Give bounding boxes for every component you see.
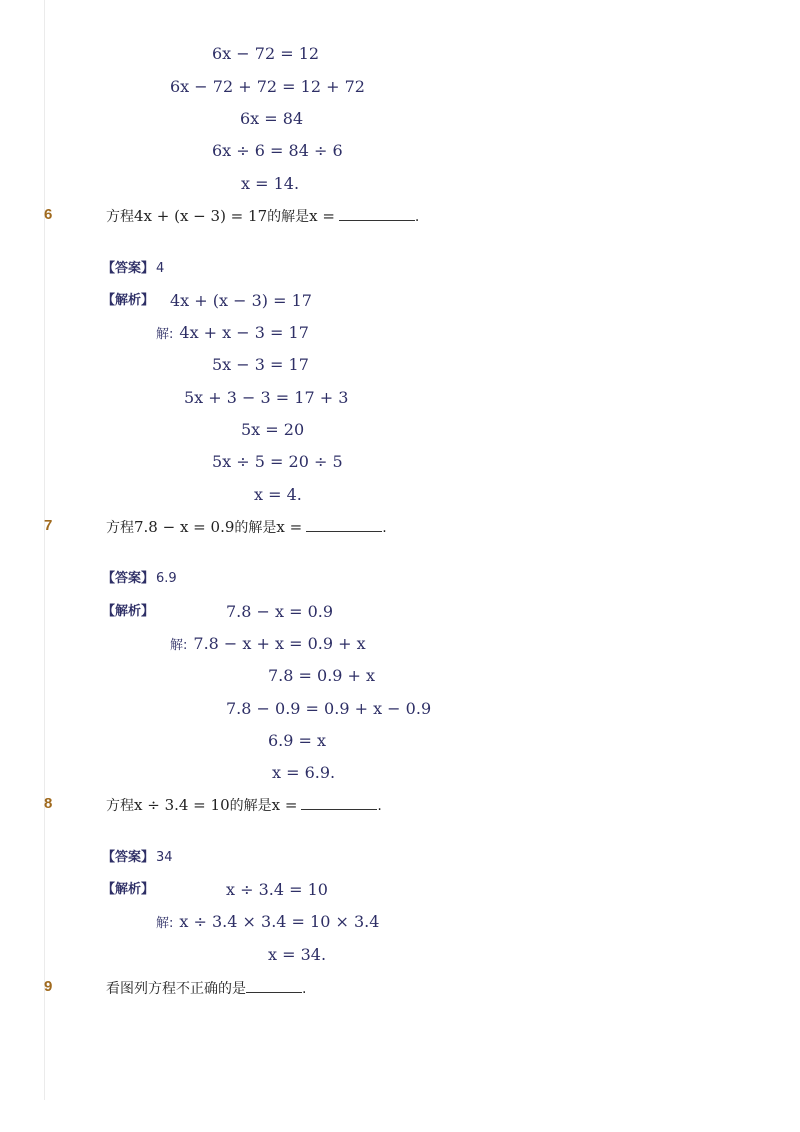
question-text xyxy=(106,517,387,538)
solution-step xyxy=(170,634,366,656)
question-suffix: 的解是 xyxy=(267,209,310,225)
prev-step-1: 6x − 72 = 12 xyxy=(212,44,320,63)
answer-label: 【答案】 xyxy=(102,850,155,865)
question-number: 8 xyxy=(44,795,53,812)
analysis-label: 【解析】 xyxy=(102,604,155,619)
question-var: x = xyxy=(309,207,335,225)
answer-blank xyxy=(301,795,377,810)
solution-step: 4x + (x − 3) = 17 xyxy=(170,291,312,310)
answer-label: 【答案】 xyxy=(102,261,155,276)
question-equation: 7.8 − x = 0.9 xyxy=(134,518,235,536)
answer-value: 6.9 xyxy=(156,571,177,586)
solution-step xyxy=(156,323,309,345)
jie-label: 解: xyxy=(170,638,188,653)
solution-step: 7.8 = 0.9 + x xyxy=(268,666,376,685)
question-prefix: 方程 xyxy=(106,520,134,536)
question-equation: x ÷ 3.4 = 10 xyxy=(134,796,230,814)
question-text xyxy=(106,206,419,227)
question-suffix: 的解是 xyxy=(229,798,272,814)
question-equation: 4x + (x − 3) = 17 xyxy=(134,207,268,225)
answer-value: 34 xyxy=(156,850,173,865)
solution-step: x = 6.9. xyxy=(272,763,336,782)
question-number: 6 xyxy=(44,206,53,223)
prev-step-3: 6x = 84 xyxy=(240,109,304,128)
answer-value: 4 xyxy=(156,261,165,276)
question-number: 9 xyxy=(44,978,53,995)
question-prefix: 方程 xyxy=(106,209,134,225)
answer-blank xyxy=(339,206,415,221)
question-end: . xyxy=(377,798,382,814)
prev-step-4: 6x ÷ 6 = 84 ÷ 6 xyxy=(212,141,343,160)
question-number: 7 xyxy=(44,517,53,534)
question-end: . xyxy=(414,209,420,225)
solution-step-text: x ÷ 3.4 × 3.4 = 10 × 3.4 xyxy=(179,912,380,931)
question-text xyxy=(106,978,306,999)
prev-step-5: x = 14. xyxy=(241,174,300,193)
solution-step: 6.9 = x xyxy=(268,731,327,750)
question-var: x = xyxy=(276,518,303,536)
question-end: . xyxy=(382,520,387,536)
solution-step: 5x = 20 xyxy=(241,420,305,439)
jie-label: 解: xyxy=(156,327,174,342)
question-end: . xyxy=(302,981,307,997)
question-var: x = xyxy=(271,796,298,814)
solution-step: 7.8 − 0.9 = 0.9 + x − 0.9 xyxy=(226,699,432,718)
question-prefix: 看图列方程不正确的是 xyxy=(106,981,246,997)
solution-step: x = 4. xyxy=(254,485,302,504)
answer-blank xyxy=(246,978,302,993)
question-prefix: 方程 xyxy=(106,798,134,814)
analysis-label: 【解析】 xyxy=(102,882,155,897)
solution-step-text: 4x + x − 3 = 17 xyxy=(179,323,309,342)
question-text xyxy=(106,795,382,816)
solution-step: 5x − 3 = 17 xyxy=(212,355,309,374)
left-margin-rule xyxy=(44,0,45,1100)
solution-step-text: 7.8 − x + x = 0.9 + x xyxy=(193,634,366,653)
answer-label: 【答案】 xyxy=(102,571,155,586)
question-suffix: 的解是 xyxy=(234,520,277,536)
solution-step: 5x ÷ 5 = 20 ÷ 5 xyxy=(212,452,343,471)
analysis-label: 【解析】 xyxy=(102,293,155,308)
solution-step xyxy=(156,912,379,934)
solution-step: x = 34. xyxy=(268,945,327,964)
solution-step: 7.8 − x = 0.9 xyxy=(226,602,334,621)
solution-step: x ÷ 3.4 = 10 xyxy=(226,880,328,899)
prev-step-2: 6x − 72 + 72 = 12 + 72 xyxy=(170,77,365,96)
jie-label: 解: xyxy=(156,916,174,931)
answer-blank xyxy=(306,517,382,532)
solution-step: 5x + 3 − 3 = 17 + 3 xyxy=(184,388,349,407)
